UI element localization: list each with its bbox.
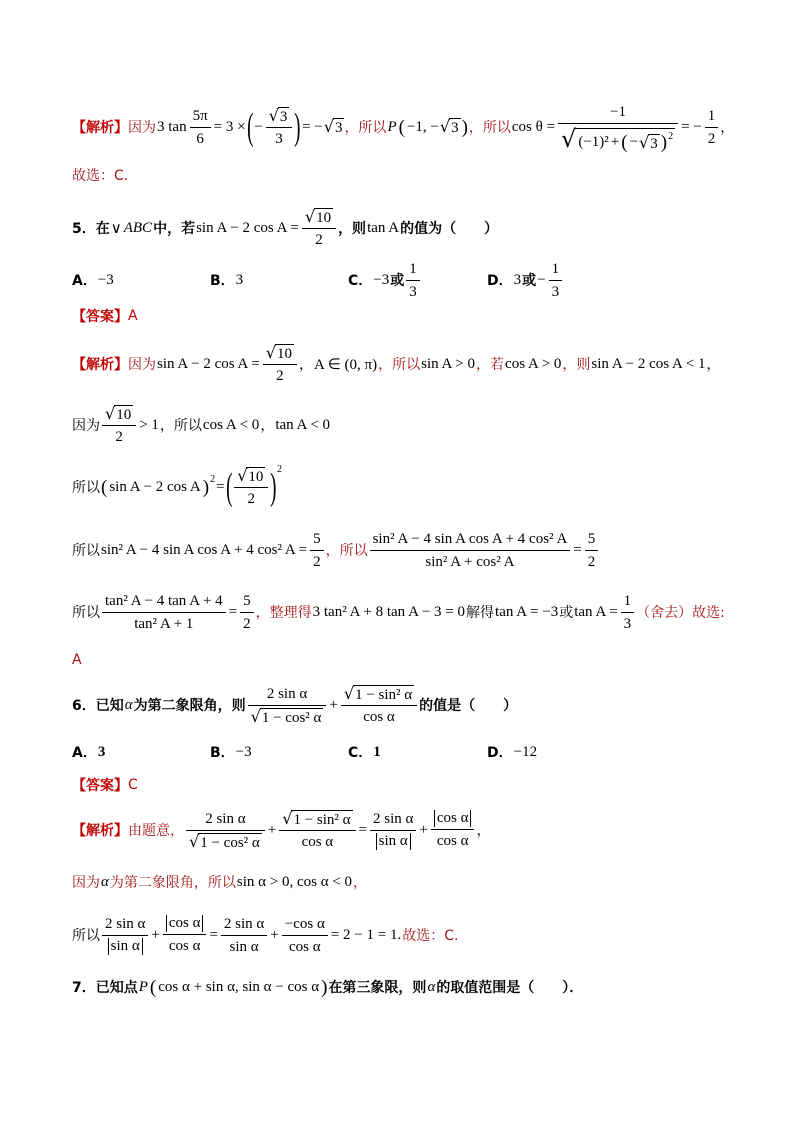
math-term: sin A − 2 cos A bbox=[109, 478, 201, 495]
plus-sign: + bbox=[270, 926, 279, 943]
right-paren: ) bbox=[294, 106, 301, 148]
fraction bbox=[266, 107, 293, 148]
radicand: 1 − cos² α bbox=[200, 834, 260, 851]
denominator: cos α bbox=[436, 833, 469, 849]
math-term: sin α > 0, cos α < 0 bbox=[236, 873, 353, 890]
equals-sign: = bbox=[209, 926, 218, 943]
denominator: 2 bbox=[276, 367, 284, 384]
math-term: α bbox=[101, 873, 109, 890]
math-term: cos α + sin α, sin α − cos α bbox=[158, 978, 320, 995]
absolute-value: sin α bbox=[376, 833, 411, 850]
radicand: 10 bbox=[316, 209, 332, 226]
numerator: 5 bbox=[240, 592, 254, 613]
question-text: 在第三象限，则 bbox=[328, 980, 427, 996]
fraction bbox=[370, 530, 571, 571]
plus-sign: + bbox=[329, 696, 338, 713]
q6-solution-line-2 bbox=[72, 872, 367, 892]
square-root bbox=[561, 126, 675, 152]
minus-sign: − bbox=[629, 133, 639, 150]
fraction bbox=[221, 915, 267, 956]
math-term: ABC bbox=[123, 219, 153, 236]
radical-sign: √ bbox=[268, 105, 279, 125]
solution-text: ，所以 bbox=[378, 357, 421, 373]
math-term: = 2 − 1 = 1. bbox=[330, 926, 402, 943]
solution-text: ，所以 bbox=[159, 418, 202, 434]
denominator: 2 bbox=[587, 553, 596, 570]
right-paren: ) bbox=[202, 476, 210, 498]
numerator: sin² A − 4 sin A cos A + 4 cos² A bbox=[370, 530, 571, 551]
equals-sign: = bbox=[216, 478, 225, 495]
solution-text: 所以 bbox=[72, 480, 100, 496]
fraction bbox=[705, 107, 719, 148]
numerator: 5 bbox=[585, 530, 599, 551]
math-term: 3 tan bbox=[157, 118, 187, 135]
option-or: 或 bbox=[390, 273, 405, 289]
numerator bbox=[234, 467, 268, 488]
fraction bbox=[549, 260, 563, 301]
fraction bbox=[585, 530, 599, 571]
denominator: 2 bbox=[243, 615, 251, 632]
square-root bbox=[305, 208, 333, 226]
punctuation: ， bbox=[720, 120, 735, 136]
punctuation: ， bbox=[260, 418, 275, 434]
point-name: P bbox=[138, 978, 148, 995]
fraction bbox=[263, 344, 297, 385]
numerator bbox=[341, 685, 417, 706]
radicand: 3 bbox=[650, 135, 658, 152]
option-value: −3 bbox=[97, 271, 114, 288]
fraction bbox=[558, 103, 678, 152]
denominator: 2 bbox=[315, 231, 323, 248]
radical-sign: √ bbox=[323, 117, 334, 136]
math-term: sin² A − 4 sin A cos A + 4 cos² A = bbox=[101, 541, 308, 558]
option-value: −12 bbox=[513, 743, 538, 760]
denominator: 3 bbox=[275, 130, 283, 147]
q5-solution-line-6 bbox=[72, 650, 82, 670]
solution-text: 因为 bbox=[72, 875, 100, 891]
radicand: 3 bbox=[279, 108, 288, 125]
fraction bbox=[406, 260, 420, 301]
q6-stem bbox=[72, 680, 517, 730]
denominator bbox=[370, 831, 416, 850]
left-paren: ( bbox=[101, 476, 108, 498]
equals-sign: = bbox=[358, 821, 367, 838]
answer-label: 【答案】 bbox=[72, 778, 128, 794]
radicand bbox=[575, 128, 675, 152]
denominator bbox=[558, 124, 678, 152]
solution-text: （舍去）故选: bbox=[636, 605, 725, 621]
question-text: 的值是（ ） bbox=[419, 698, 518, 714]
numerator: 5π bbox=[190, 107, 211, 128]
numerator bbox=[266, 107, 293, 128]
solution-text: 因为 bbox=[128, 357, 156, 373]
numerator bbox=[163, 915, 207, 935]
radical-sign: √ bbox=[304, 206, 316, 226]
denominator: cos α bbox=[168, 938, 201, 954]
conclusion-text: 故选：C. bbox=[402, 928, 459, 944]
math-term: > 1 bbox=[139, 416, 159, 433]
numerator bbox=[279, 810, 355, 831]
math-term: A ∈ (0, π) bbox=[313, 356, 378, 373]
fraction bbox=[341, 685, 417, 726]
square-root bbox=[105, 405, 133, 423]
q6-option-c bbox=[348, 742, 382, 762]
solution-text: ，整理得 bbox=[255, 605, 312, 621]
q5-solution-line-4 bbox=[72, 527, 600, 573]
numerator bbox=[102, 405, 136, 426]
numerator: 2 sin α bbox=[221, 915, 267, 936]
radical-sign: √ bbox=[265, 342, 276, 362]
numerator: 1 bbox=[406, 260, 420, 281]
option-letter: A． bbox=[72, 273, 97, 289]
fraction bbox=[431, 810, 475, 850]
right-paren: ) bbox=[461, 116, 468, 138]
conclusion-text: A bbox=[72, 652, 82, 668]
solution-text: 解得 bbox=[466, 605, 495, 621]
solution-text: ，所以 bbox=[344, 120, 387, 136]
question-text: 6．已知 bbox=[72, 698, 124, 714]
math-term: −1, − bbox=[406, 118, 439, 135]
left-paren: ( bbox=[621, 131, 628, 153]
denominator: 3 bbox=[551, 283, 560, 300]
punctuation: ， bbox=[353, 875, 368, 891]
q6-solution-line-3 bbox=[72, 910, 458, 960]
denominator: 3 bbox=[623, 615, 632, 632]
numerator: 2 sin α bbox=[370, 810, 416, 831]
triangle-symbol: ∨ bbox=[110, 220, 122, 237]
option-value: 1 bbox=[373, 743, 381, 760]
numerator bbox=[302, 208, 336, 229]
q4-solution-line-1 bbox=[72, 101, 734, 153]
q6-answer bbox=[72, 775, 138, 795]
punctuation: ， bbox=[706, 357, 721, 373]
square-root bbox=[266, 344, 294, 362]
question-text: 5．在 bbox=[72, 221, 110, 237]
solution-text: ，所以 bbox=[325, 543, 368, 559]
question-text: ，则 bbox=[338, 221, 367, 237]
square-root bbox=[237, 467, 265, 485]
plus-sign: + bbox=[419, 821, 428, 838]
math-term: cos A > 0 bbox=[505, 355, 562, 372]
option-letter: A． bbox=[72, 745, 97, 761]
radicand: 10 bbox=[116, 406, 132, 423]
denominator: tan² A + 1 bbox=[134, 615, 194, 632]
denominator: 2 bbox=[247, 490, 256, 507]
fraction bbox=[621, 592, 635, 633]
square-root bbox=[282, 810, 352, 828]
radical-sign: √ bbox=[343, 683, 355, 703]
q5-solution-line-5 bbox=[72, 589, 725, 635]
absolute-value: sin α bbox=[108, 938, 143, 955]
fraction bbox=[248, 685, 327, 726]
square-root bbox=[440, 118, 461, 136]
square-root bbox=[324, 118, 345, 136]
math-term: sin A > 0 bbox=[421, 355, 476, 372]
numerator: −1 bbox=[558, 103, 678, 124]
radical-sign: √ bbox=[282, 808, 293, 828]
right-paren: ) bbox=[270, 466, 277, 508]
radical-sign: √ bbox=[561, 124, 577, 153]
math-term: (−1)² bbox=[578, 133, 609, 150]
conclusion-text: 故选：C. bbox=[72, 168, 129, 184]
right-paren: ) bbox=[321, 976, 328, 998]
absolute-value: cos α bbox=[434, 810, 472, 827]
numerator: 2 sin α bbox=[186, 810, 265, 831]
left-paren: ( bbox=[149, 976, 157, 998]
solution-text: 所以 bbox=[72, 928, 100, 944]
q5-option-d bbox=[487, 257, 564, 303]
radicand: 3 bbox=[451, 120, 459, 136]
math-term: cos θ = bbox=[511, 118, 556, 135]
question-text: 7．已知点 bbox=[72, 980, 138, 996]
option-letter: B． bbox=[210, 273, 235, 289]
math-term: tan A < 0 bbox=[275, 416, 331, 433]
minus-sign: − bbox=[537, 271, 546, 288]
square-root bbox=[639, 134, 660, 152]
equals-sign: = bbox=[228, 603, 238, 620]
plus-sign: + bbox=[610, 133, 620, 150]
q6-solution-line-1 bbox=[72, 805, 490, 855]
option-letter: D． bbox=[487, 745, 513, 761]
fraction bbox=[102, 915, 148, 955]
radicand: 1 − sin² α bbox=[355, 686, 413, 703]
q6-option-d bbox=[487, 742, 538, 762]
plus-sign: + bbox=[151, 926, 160, 943]
option-or: 或 bbox=[522, 273, 537, 289]
math-term: α bbox=[427, 978, 436, 995]
q5-option-a bbox=[72, 257, 115, 303]
question-text: 的取值范围是（ ）． bbox=[436, 980, 584, 996]
math-term: α bbox=[124, 696, 133, 713]
numerator: 2 sin α bbox=[102, 915, 148, 936]
math-term: cos A < 0 bbox=[202, 416, 260, 433]
absolute-value: cos α bbox=[166, 915, 204, 932]
equals-sign: = bbox=[573, 541, 582, 558]
solution-text: 为第二象限角，所以 bbox=[109, 875, 236, 891]
solution-text: ，则 bbox=[562, 357, 591, 373]
option-letter: D． bbox=[487, 273, 513, 289]
denominator: 2 bbox=[313, 553, 321, 570]
numerator: 1 bbox=[705, 107, 719, 128]
math-term: tan A bbox=[367, 219, 400, 236]
left-paren: ( bbox=[225, 466, 233, 508]
solution-label: 【解析】 bbox=[72, 823, 128, 839]
option-value: −3 bbox=[235, 743, 252, 760]
question-text: 的值为（ ） bbox=[400, 221, 499, 237]
fraction bbox=[310, 530, 324, 571]
q5-solution-line-3 bbox=[72, 459, 282, 515]
math-term: 3 tan² A + 8 tan A − 3 = 0 bbox=[312, 603, 466, 620]
denominator: 2 bbox=[115, 428, 123, 445]
radicand: 3 bbox=[334, 120, 343, 136]
q5-solution-line-2 bbox=[72, 402, 331, 448]
fraction bbox=[102, 592, 226, 633]
square-root bbox=[269, 107, 290, 125]
q4-solution-line-2 bbox=[72, 165, 128, 185]
minus-sign: − bbox=[254, 118, 263, 135]
point-name: P bbox=[387, 118, 397, 135]
option-letter: C． bbox=[348, 273, 373, 289]
solution-label: 【解析】 bbox=[72, 120, 128, 136]
radical-sign: √ bbox=[105, 403, 116, 423]
denominator bbox=[186, 831, 265, 851]
q5-option-c bbox=[348, 257, 422, 303]
radical-sign: √ bbox=[189, 831, 200, 851]
solution-text: 因为 bbox=[128, 120, 156, 136]
numerator bbox=[431, 810, 475, 830]
option-letter: C． bbox=[348, 745, 373, 761]
q5-stem bbox=[72, 205, 498, 251]
numerator: 5 bbox=[310, 530, 324, 551]
math-term: sin A − 2 cos A = bbox=[196, 219, 299, 236]
q5-option-b bbox=[210, 257, 244, 303]
answer-label: 【答案】 bbox=[72, 309, 128, 325]
denominator: cos α bbox=[301, 833, 334, 850]
q6-option-b bbox=[210, 742, 253, 762]
numerator: 1 bbox=[621, 592, 635, 613]
fraction bbox=[302, 208, 336, 249]
denominator: 6 bbox=[196, 130, 204, 147]
option-value: −3 bbox=[373, 271, 390, 288]
square-root bbox=[189, 833, 262, 851]
answer-value: C bbox=[128, 777, 138, 793]
radicand: 1 − cos² α bbox=[261, 709, 322, 726]
numerator: 1 bbox=[549, 260, 563, 281]
radical-sign: √ bbox=[250, 706, 261, 726]
math-term: tan A = bbox=[574, 603, 618, 620]
left-paren: ( bbox=[398, 116, 405, 138]
plus-sign: + bbox=[267, 821, 277, 838]
left-paren: ( bbox=[246, 106, 254, 148]
radicand: 10 bbox=[248, 468, 264, 485]
fraction bbox=[279, 810, 355, 851]
solution-text: 所以 bbox=[72, 605, 100, 621]
fraction bbox=[163, 915, 207, 955]
q5-answer bbox=[72, 306, 138, 326]
solution-text: 因为 bbox=[72, 418, 100, 434]
denominator bbox=[248, 706, 327, 726]
square-root bbox=[251, 708, 324, 726]
solution-text: 或 bbox=[559, 605, 574, 621]
punctuation: ， bbox=[476, 823, 491, 839]
fraction bbox=[240, 592, 254, 633]
radicand: 1 − sin² α bbox=[293, 811, 351, 828]
option-value: 3 bbox=[235, 271, 244, 288]
radical-sign: √ bbox=[639, 132, 650, 152]
option-value: 3 bbox=[513, 271, 522, 288]
option-letter: B． bbox=[210, 745, 235, 761]
q6-option-a bbox=[72, 742, 106, 762]
option-value: 3 bbox=[97, 743, 106, 760]
radicand: 10 bbox=[276, 345, 292, 362]
fraction bbox=[102, 405, 136, 446]
math-term: sin A − 2 cos A < 1 bbox=[591, 355, 706, 372]
math-term: = − bbox=[681, 118, 702, 135]
denominator: 2 bbox=[707, 130, 716, 147]
denominator: cos α bbox=[289, 938, 321, 955]
solution-text: 由题意， bbox=[128, 823, 184, 839]
radical-sign: √ bbox=[439, 117, 451, 136]
fraction bbox=[186, 810, 265, 851]
denominator bbox=[102, 936, 148, 955]
math-term: = 3 × bbox=[213, 118, 246, 135]
fraction bbox=[190, 107, 211, 148]
fraction bbox=[282, 915, 328, 956]
q7-stem bbox=[72, 973, 583, 1001]
q5-solution-line-1 bbox=[72, 341, 720, 387]
denominator: cos α bbox=[363, 708, 395, 725]
solution-text: ，若 bbox=[476, 357, 505, 373]
math-term: sin A − 2 cos A = bbox=[157, 355, 260, 372]
answer-value: A bbox=[128, 308, 138, 324]
denominator: sin α bbox=[229, 938, 259, 955]
solution-text: 所以 bbox=[72, 543, 100, 559]
square-root bbox=[344, 685, 414, 703]
denominator: sin² A + cos² A bbox=[425, 553, 515, 570]
math-term: = − bbox=[302, 118, 323, 135]
radical-sign: √ bbox=[237, 465, 248, 485]
solution-label: 【解析】 bbox=[72, 357, 128, 373]
punctuation: ， bbox=[298, 357, 313, 373]
numerator: tan² A − 4 tan A + 4 bbox=[102, 592, 226, 613]
solution-text: ，所以 bbox=[468, 120, 511, 136]
superscript: 2 bbox=[668, 130, 674, 142]
question-text: 中，若 bbox=[153, 221, 196, 237]
math-term: tan A = −3 bbox=[495, 603, 559, 620]
right-paren: ) bbox=[660, 131, 668, 153]
denominator: 3 bbox=[409, 283, 417, 300]
superscript: 2 bbox=[277, 464, 283, 475]
fraction bbox=[370, 810, 416, 850]
fraction bbox=[234, 467, 268, 508]
superscript: 2 bbox=[210, 474, 216, 485]
numerator: −cos α bbox=[282, 915, 328, 936]
numerator: 2 sin α bbox=[248, 685, 327, 706]
question-text: 为第二象限角，则 bbox=[133, 698, 246, 714]
numerator bbox=[263, 344, 297, 365]
